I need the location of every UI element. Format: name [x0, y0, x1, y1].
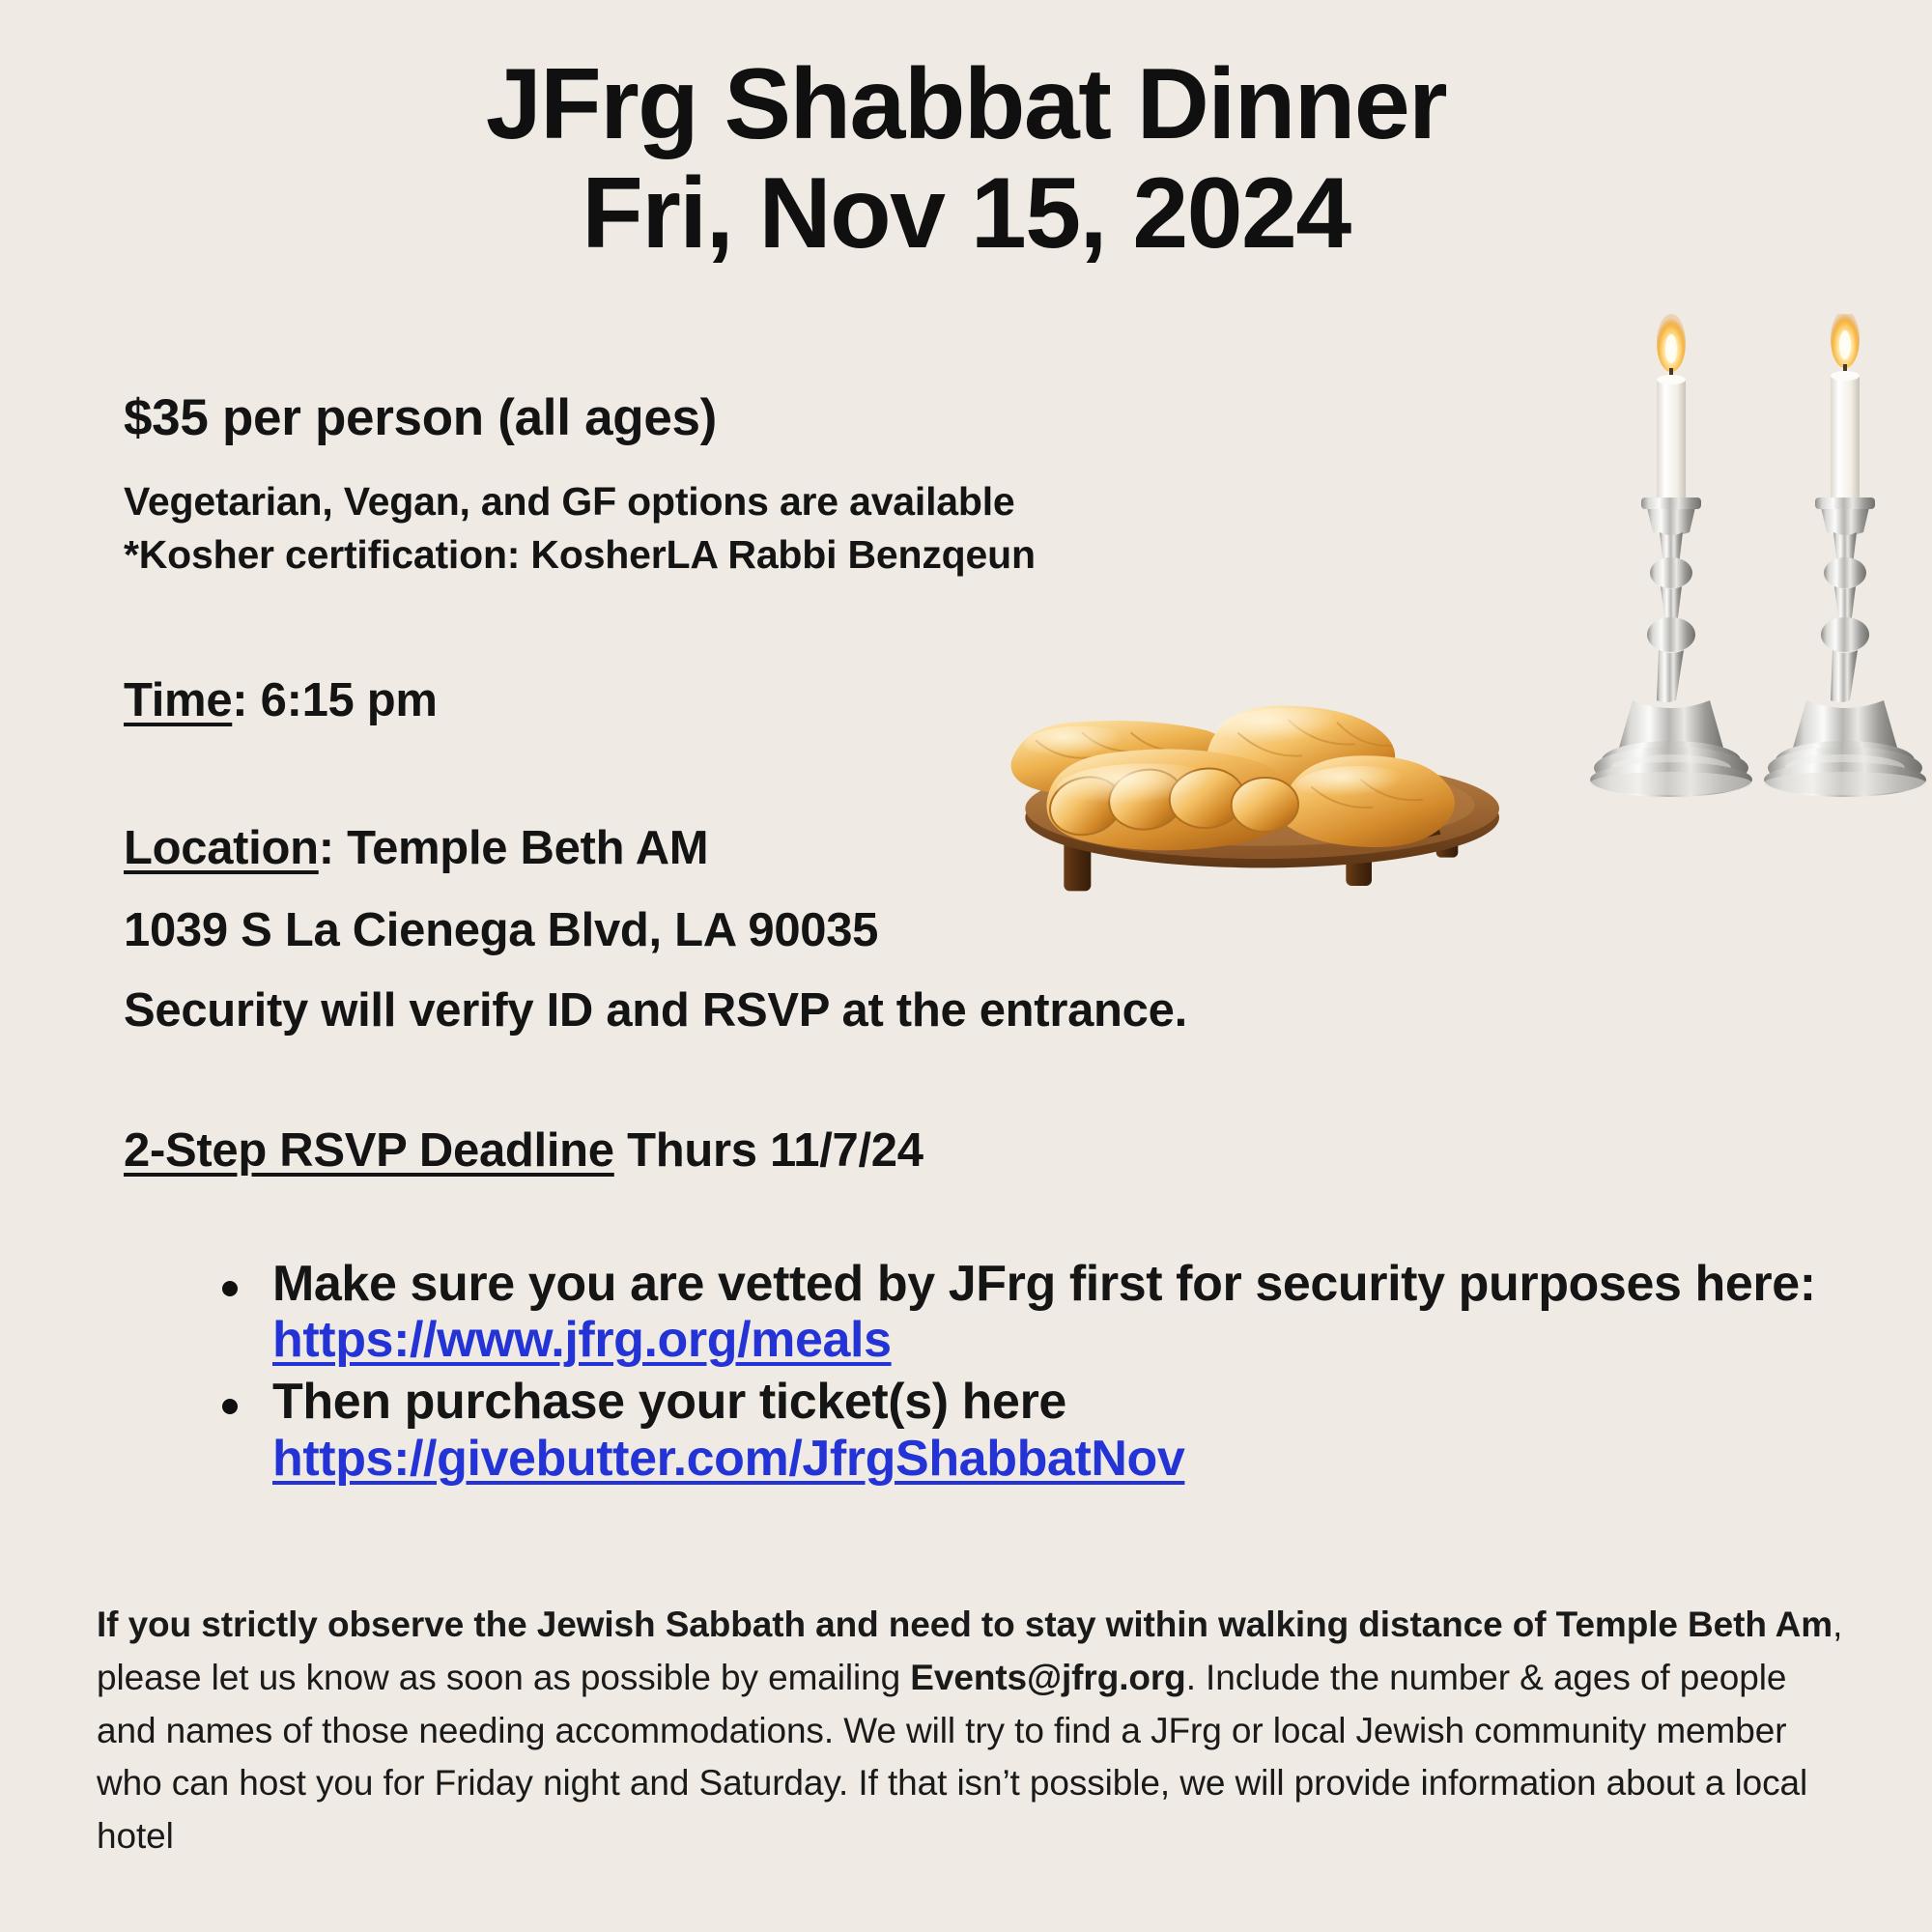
accommodations-footnote [97, 1599, 1855, 1863]
givebutter-ticket-link[interactable]: https://givebutter.com/JfrgShabbatNov [272, 1430, 1185, 1487]
diet-options-line: Vegetarian, Vegan, and GF options are available [124, 479, 1015, 524]
price-line: $35 per person (all ages) [124, 389, 718, 446]
rsvp-deadline-date: Thurs 11/7/24 [613, 1124, 923, 1177]
challah-bread-icon [985, 609, 1604, 947]
page-title [0, 50, 1932, 270]
rsvp-deadline-heading [124, 1123, 923, 1178]
time-value: : 6:15 pm [232, 674, 438, 726]
step-text: Then purchase your ticket(s) here [272, 1374, 1066, 1431]
address-line: 1039 S La Cienega Blvd, LA 90035 [124, 904, 879, 956]
kosher-certification-line: *Kosher certification: KosherLA Rabbi Benzqeun [124, 532, 1036, 577]
list-item [222, 1256, 1884, 1368]
security-note-line: Security will verify ID and RSVP at the entrance. [124, 984, 1187, 1037]
candlestick-left-icon [1565, 314, 1777, 874]
jfrg-vetting-link[interactable]: https://www.jfrg.org/meals [272, 1312, 892, 1369]
footnote-rest: . Include the number & ages of people and names of those needing accommodations. We will try to find a JFrg or local Jewish community member who can host you for Friday night and Saturday. If that isn’t possible, we will provide information about a local hotel [97, 1657, 1808, 1856]
list-item [222, 1374, 1884, 1486]
step-text: Make sure you are vetted by JFrg first for security purposes here: [272, 1256, 1816, 1312]
rsvp-steps-list [164, 1256, 1884, 1492]
bullet-dot-icon [222, 1281, 238, 1296]
time-label: Time [124, 674, 233, 726]
rsvp-deadline-label: 2-Step RSVP Deadline [124, 1124, 614, 1177]
bullet-dot-icon [222, 1399, 238, 1414]
title-line-2: Fri, Nov 15, 2024 [582, 157, 1350, 270]
location-value: : Temple Beth AM [318, 822, 709, 874]
location-label: Location [124, 822, 319, 874]
time-line [124, 673, 438, 727]
title-line-1: JFrg Shabbat Dinner [485, 48, 1447, 160]
footnote-email: Events@jfrg.org [910, 1657, 1186, 1697]
location-line [124, 821, 708, 875]
footnote-mid: , please let us know as soon as possible by emailing [97, 1605, 1843, 1697]
footnote-bold-lead: If you strictly observe the Jewish Sabbath and need to stay within walking distance of Temple Beth Am [97, 1605, 1833, 1644]
candlestick-right-icon [1739, 314, 1932, 874]
